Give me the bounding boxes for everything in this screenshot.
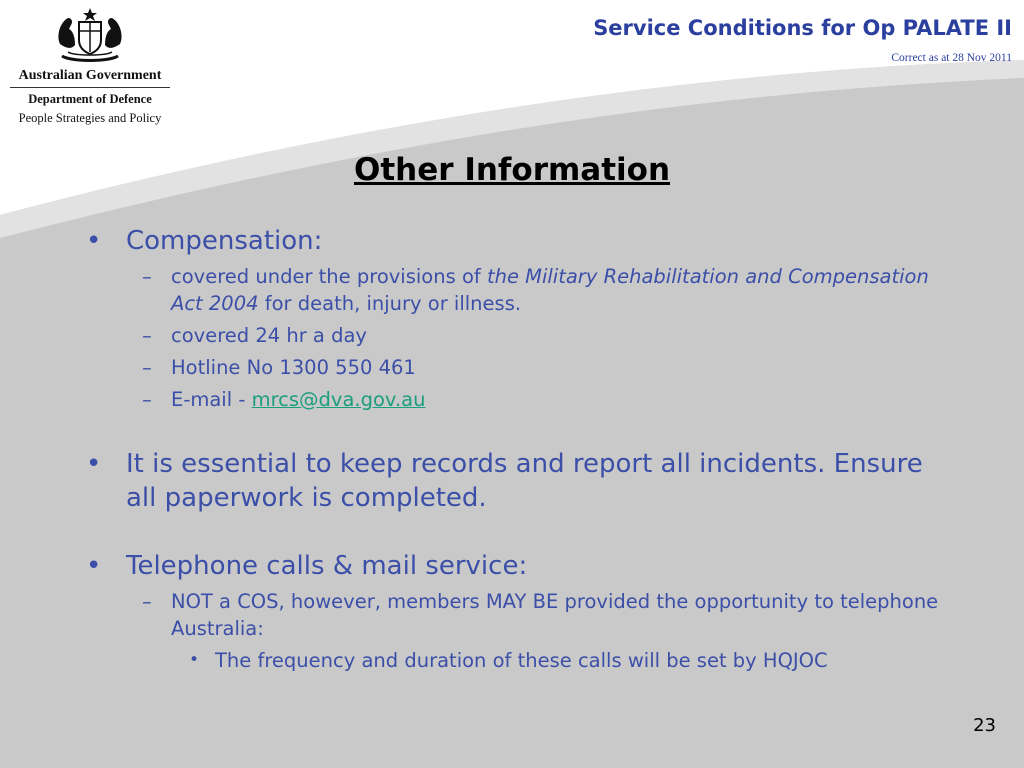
sub-bullet-hours — [86, 322, 946, 349]
coat-of-arms-icon — [48, 4, 132, 68]
dash-icon: – — [142, 590, 152, 613]
bullet-dot-icon: • — [86, 226, 102, 256]
frequency-note: The frequency and duration of these calls will be set by HQJOC — [215, 649, 828, 672]
bullet-compensation — [86, 224, 946, 258]
department-name: Department of Defence — [28, 92, 152, 106]
bullet-dot-icon: • — [189, 650, 200, 670]
dash-icon: – — [142, 324, 152, 347]
compensation-heading: Compensation: — [126, 226, 323, 256]
records-text: It is essential to keep records and report all incidents. Ensure all paperwork is completed. — [126, 449, 923, 513]
email-label: E-mail - — [171, 388, 252, 411]
sub-bullet-hotline — [86, 354, 946, 381]
hotline-text: Hotline No 1300 550 461 — [171, 356, 416, 379]
hours-text: covered 24 hr a day — [171, 324, 367, 347]
provisions-act: the Military Rehabilitation and Compensation Act 2004 — [171, 265, 929, 315]
email-link[interactable]: mrcs@dva.gov.au — [251, 388, 426, 411]
government-name: Australian Government — [10, 68, 170, 88]
dash-icon: – — [142, 356, 152, 379]
provisions-prefix: covered under the provisions of — [171, 265, 487, 288]
bullet-records — [86, 447, 946, 515]
page-number: 23 — [973, 715, 996, 736]
dash-icon: – — [142, 388, 152, 411]
sub-bullet-email — [86, 386, 946, 413]
bullet-dot-icon: • — [86, 449, 102, 479]
branch-name: People Strategies and Policy — [18, 111, 162, 125]
header-date: Correct as at 28 Nov 2011 — [891, 52, 1012, 64]
bullet-dot-icon: • — [86, 551, 102, 581]
bullet-telephone — [86, 549, 946, 583]
slide-content — [86, 224, 946, 674]
sub-bullet-cos — [86, 588, 946, 642]
australian-government-logo — [4, 4, 176, 126]
sub-bullet-provisions — [86, 263, 946, 317]
telephone-heading: Telephone calls & mail service: — [126, 551, 528, 581]
sub-sub-bullet-frequency — [86, 647, 946, 674]
header-title: Service Conditions for Op PALATE II — [593, 16, 1012, 40]
dash-icon: – — [142, 265, 152, 288]
cos-note: NOT a COS, however, members MAY BE provided the opportunity to telephone Australia: — [171, 590, 939, 640]
provisions-suffix: for death, injury or illness. — [258, 292, 522, 315]
page-title: Other Information — [353, 152, 671, 188]
